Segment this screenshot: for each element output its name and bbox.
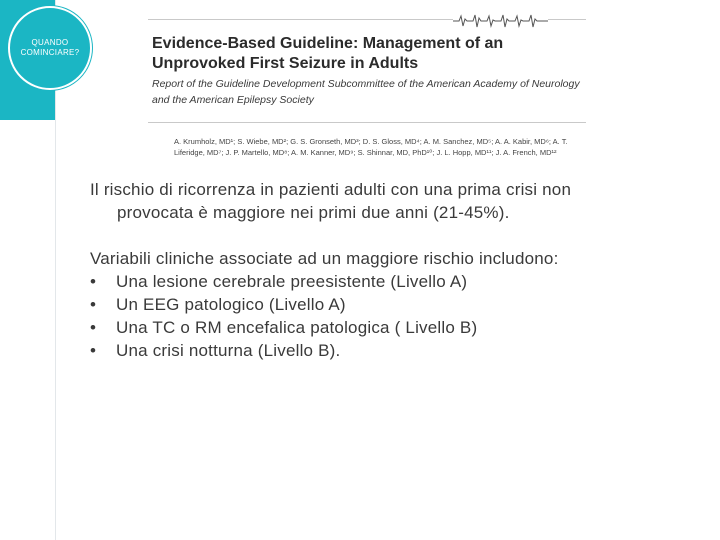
bullet-icon: • [90,295,97,314]
paper-header-image [148,12,588,162]
list-item [90,270,690,293]
bullet-icon: • [90,272,97,291]
bullet-text: Una lesione cerebrale preesistente (Livello A) [116,272,468,291]
header-rule [148,19,453,20]
bullet-text: Una crisi notturna (Livello B). [116,341,341,360]
list-item [90,339,690,362]
ekg-trace-icon [453,14,548,28]
bullet-text: Una TC o RM encefalica patologica ( Livello B) [116,318,478,337]
risk-statement-line-1: Il rischio di ricorrenza in pazienti adulti con una prima crisi non [90,180,572,199]
section-badge-label: QUANDO COMINCIARE? [20,38,80,57]
risk-variables-intro: Variabili cliniche associate ad un maggiore rischio includono: [90,249,559,268]
risk-statement-line-2: provocata è maggiore nei primi due anni (21-45%). [117,203,510,222]
bullet-icon: • [90,318,97,337]
bullet-text: Un EEG patologico (Livello A) [116,295,346,314]
list-item [90,316,690,339]
header-rule-right [548,19,586,20]
section-badge [8,6,92,90]
paper-subtitle: Report of the Guideline Development Subcommittee of the American Academy of Neurology and the American Epilepsy Society [152,78,580,106]
paper-title: Evidence-Based Guideline: Management of an Unprovoked First Seizure in Adults [152,35,504,72]
paper-divider [148,122,586,123]
paper-authors: A. Krumholz, MD¹; S. Wiebe, MD²; G. S. Gronseth, MD³; D. S. Gloss, MD⁴; A. M. Sanchez, MD⁵; A. A. Kabir, MD⁶; A. T. Liferidge, MD⁷; J. P. Martello, MD⁸; A. M. Kanner, MD⁹; S. Shinnar, MD, PhD¹⁰; J. L. Hopp, MD¹¹; J. A. French, MD¹² [174,137,568,157]
list-item [90,293,690,316]
bullet-icon: • [90,341,97,360]
slide-body [90,178,690,362]
